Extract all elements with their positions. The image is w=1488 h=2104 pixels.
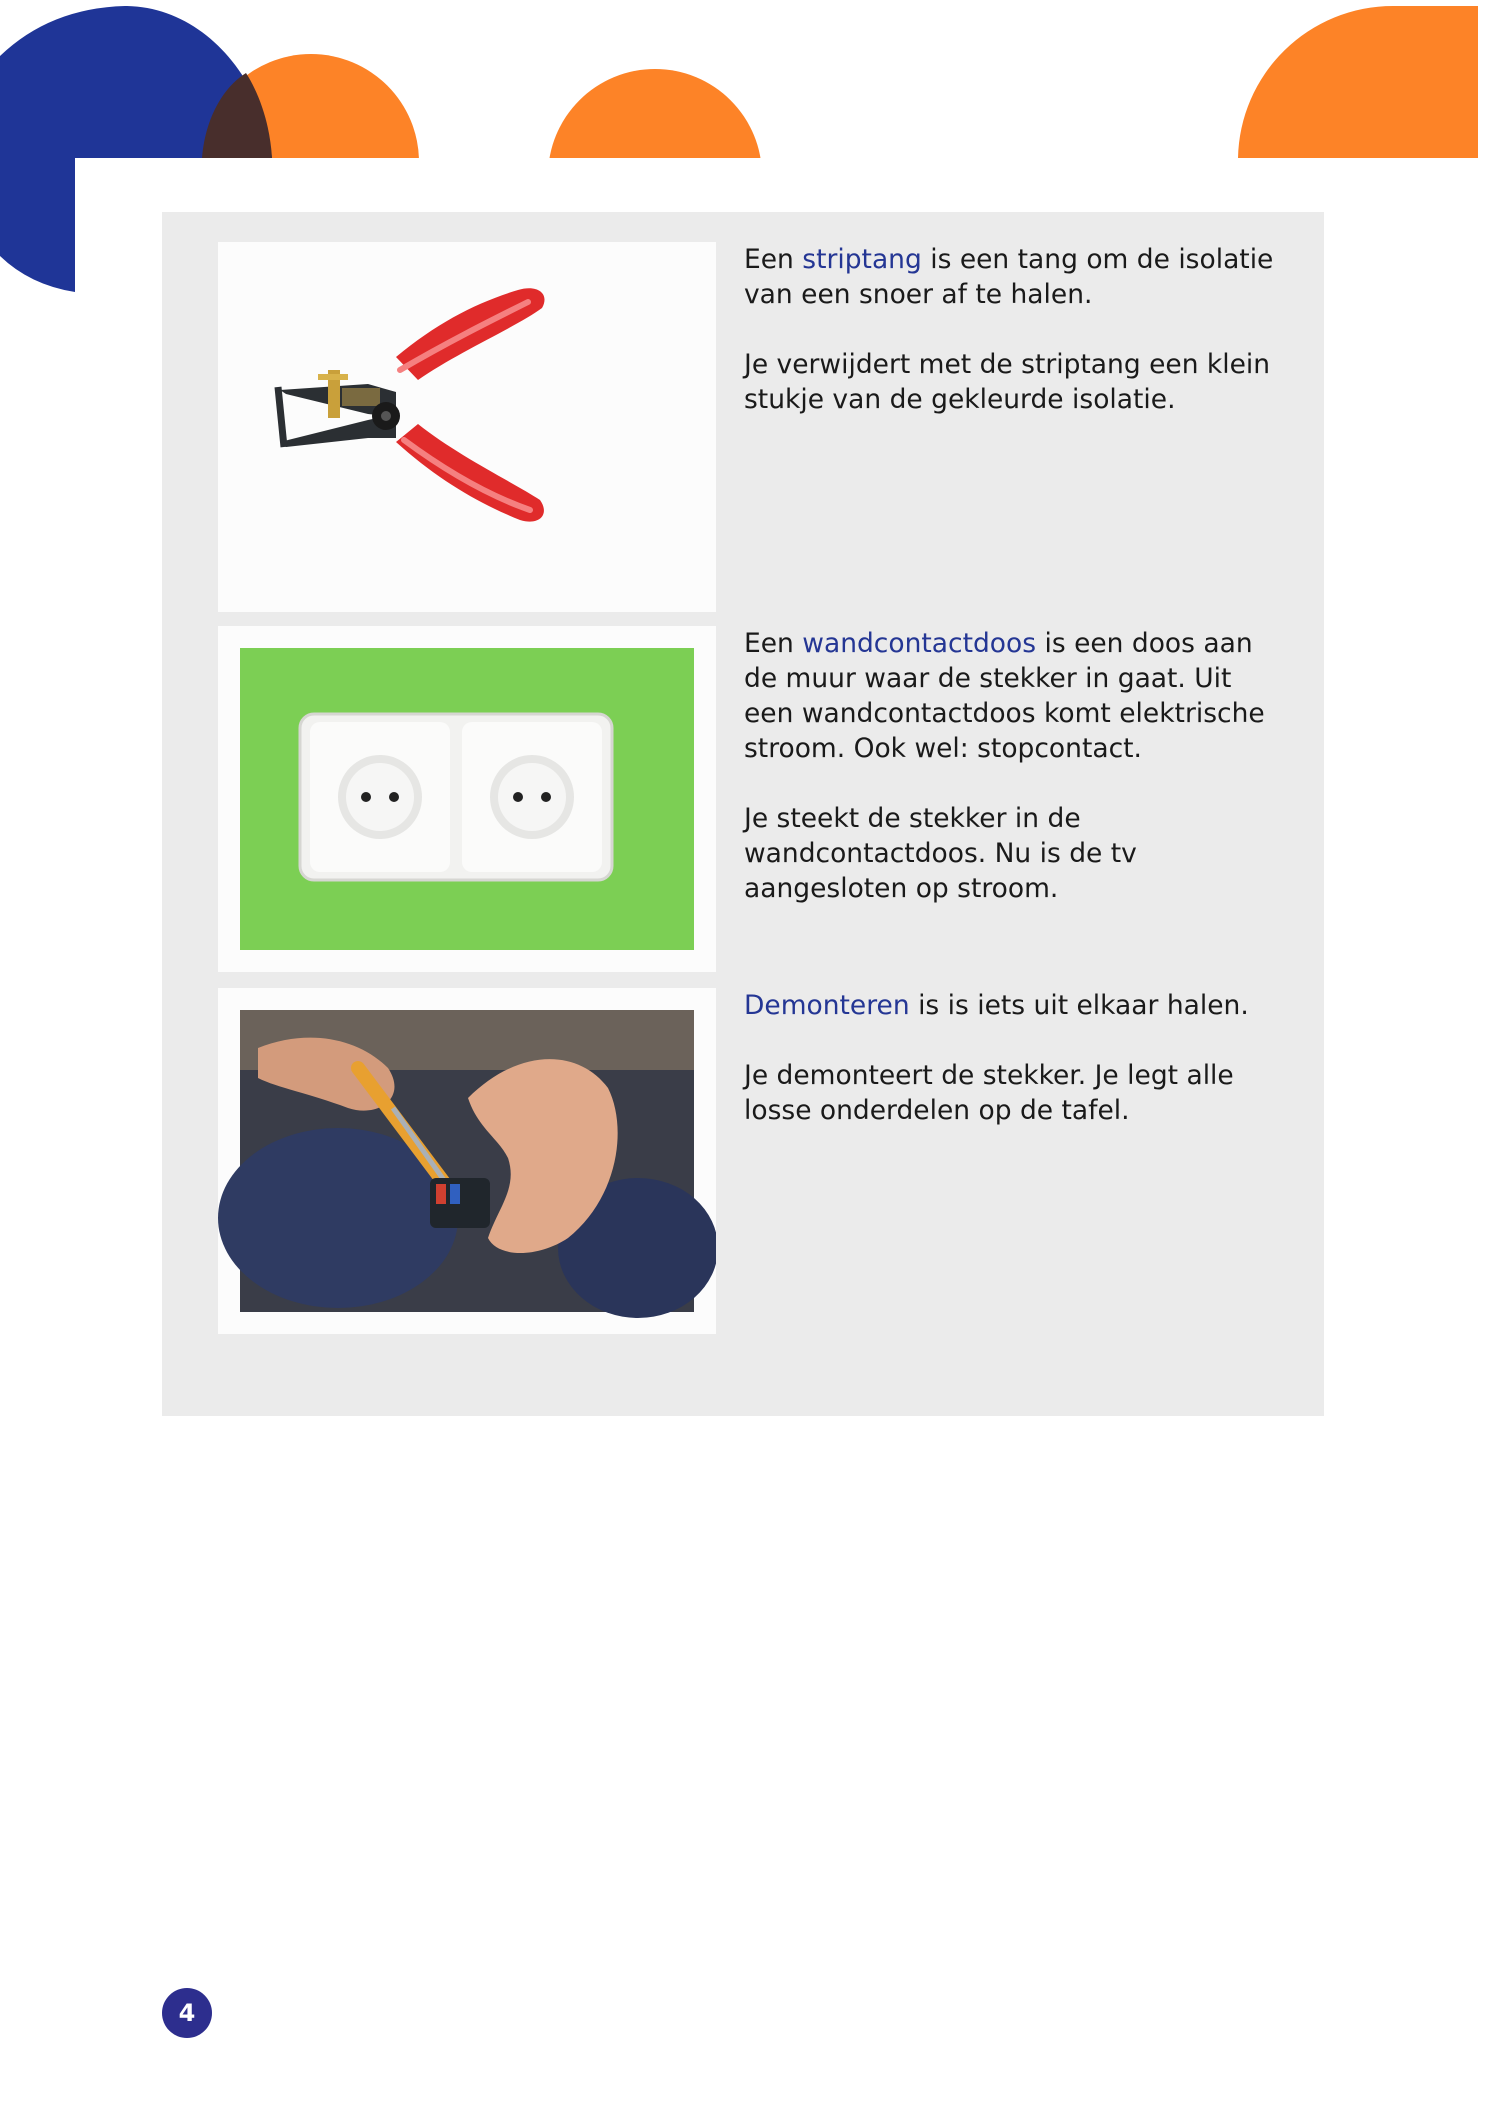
image-frame <box>218 626 716 972</box>
orange-quarter-circle <box>1238 6 1478 158</box>
definition-lead: Een <box>744 628 803 659</box>
example-sentence: Je steekt de stekker in de wandcontactdoos. Nu is de tv aangesloten op stroom. <box>744 803 1137 904</box>
definition-text: is een doos aan de muur waar de stekker in gaat. Uit een wandcontactdoos komt elektrische stroom. Ook wel: stopcontact. <box>744 628 1265 764</box>
disassembling-plug-icon <box>218 988 716 1334</box>
wall-socket-icon <box>218 626 716 972</box>
term: Demonteren <box>744 990 910 1021</box>
wire-stripper-icon <box>218 242 716 612</box>
vocabulary-panel <box>162 212 1324 1416</box>
entry-text <box>744 988 1279 1163</box>
example-sentence: Je verwijdert met de striptang een klein stukje van de gekleurde isolatie. <box>744 349 1271 415</box>
term: wandcontactdoos <box>802 628 1037 659</box>
example-sentence: Je demonteert de stekker. Je legt alle losse onderdelen op de tafel. <box>744 1060 1234 1126</box>
page-number: 4 <box>162 1988 212 2038</box>
definition <box>744 242 1279 312</box>
term: striptang <box>802 244 922 275</box>
image-frame <box>218 242 716 612</box>
entry-text <box>744 242 1279 452</box>
entry-text <box>744 626 1279 941</box>
image-frame <box>218 988 716 1334</box>
vocab-row-wandcontactdoos <box>218 626 1268 972</box>
definition <box>744 626 1279 766</box>
definition <box>744 988 1279 1023</box>
vocab-row-demonteren <box>218 988 1268 1334</box>
definition-text: is een tang om de isolatie van een snoer af te halen. <box>744 244 1274 310</box>
definition-lead: Een <box>744 244 803 275</box>
definition-text: is is iets uit elkaar halen. <box>909 990 1249 1021</box>
vocab-row-striptang <box>218 242 1274 612</box>
